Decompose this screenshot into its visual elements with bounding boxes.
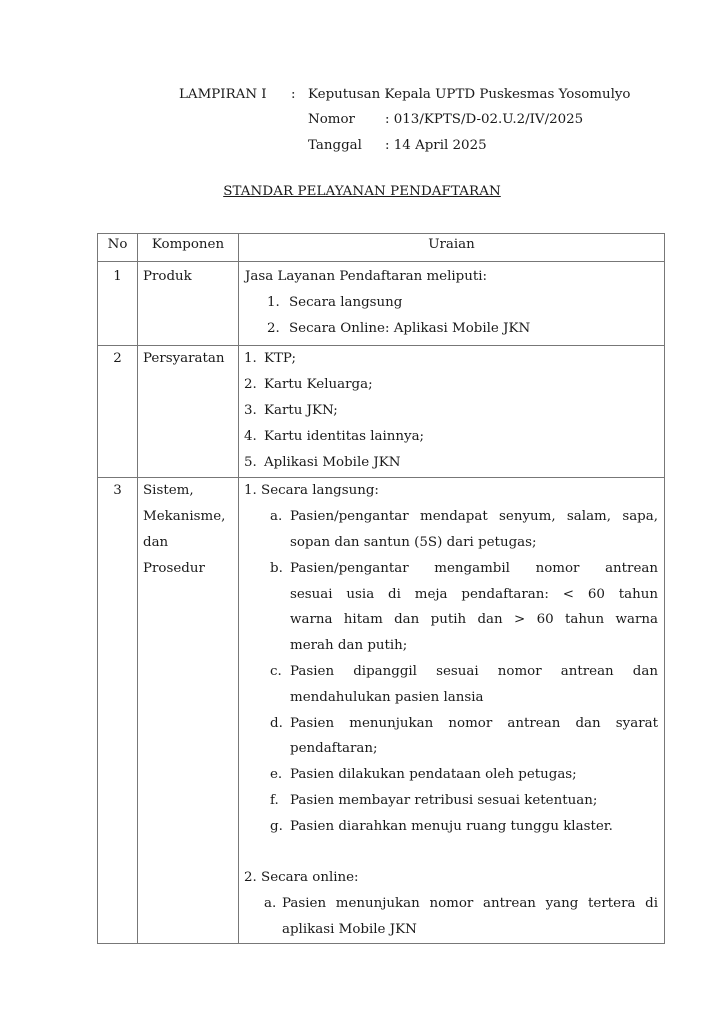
- nomor-label: Nomor: [308, 112, 355, 127]
- list-item: e. Pasien dilakukan pendataan oleh petugas;: [270, 767, 577, 783]
- table-row: [98, 346, 665, 478]
- uraian-cell: [239, 262, 665, 346]
- header-no: No: [98, 234, 138, 262]
- komponen-cell: Produk: [143, 269, 192, 284]
- nomor-value: : 013/KPTS/D-02.U.2/IV/2025: [385, 112, 584, 127]
- decree-title: Keputusan Kepala UPTD Puskesmas Yosomulyo: [308, 87, 631, 102]
- list-item: g. Pasien diarahkan menuju ruang tunggu klaster.: [270, 818, 613, 834]
- spacer: [244, 840, 658, 866]
- section-heading: 2. Secara online:: [244, 870, 359, 886]
- list-item: 1. KTP;: [244, 351, 296, 367]
- table-row: [98, 478, 665, 943]
- list-item: c. Pasien dipanggil sesuai nomor antrean dan mendahulukan pasien lansia: [270, 663, 658, 705]
- lampiran-colon: :: [291, 87, 296, 102]
- uraian-cell: [239, 478, 665, 943]
- row-number: 2: [113, 351, 122, 367]
- service-standard-table: [97, 233, 665, 944]
- list-item: 5. Aplikasi Mobile JKN: [244, 454, 401, 470]
- tanggal-label: Tanggal: [308, 138, 362, 153]
- document-title: STANDAR PELAYANAN PENDAFTARAN: [223, 184, 501, 199]
- lampiran-label: LAMPIRAN I: [179, 87, 267, 102]
- list-item: 4. Kartu identitas lainnya;: [244, 428, 425, 444]
- row-number: 1: [113, 269, 122, 284]
- row-number: 3: [113, 483, 122, 499]
- table-row: [98, 262, 665, 346]
- uraian-intro: Jasa Layanan Pendaftaran meliputi:: [245, 269, 488, 284]
- list-item: a. Pasien/pengantar mendapat senyum, salam, sapa, sopan dan santun (5S) dari petugas;: [270, 509, 658, 550]
- komponen-cell: Persyaratan: [143, 351, 225, 367]
- list-item: f. Pasien membayar retribusi sesuai ketentuan;: [270, 792, 598, 808]
- list-item: b. Pasien/pengantar mengambil nomor antrean sesuai usia di meja pendaftaran: < 60 tahun warna hitam dan putih dan > 60 tahun warna merah dan putih;: [270, 560, 658, 654]
- list-item: 1. Secara langsung: [267, 294, 403, 310]
- komponen-cell: Sistem, Mekanisme, dan Prosedur: [138, 478, 239, 943]
- table-header-row: [98, 234, 665, 262]
- list-item: a. Pasien menunjukan nomor antrean yang tertera di aplikasi Mobile JKN: [264, 896, 658, 937]
- tanggal-value: : 14 April 2025: [385, 138, 487, 153]
- header-uraian: Uraian: [239, 234, 665, 262]
- list-item: 2. Secara Online: Aplikasi Mobile JKN: [267, 320, 531, 336]
- list-item: d. Pasien menunjukan nomor antrean dan syarat pendaftaran;: [270, 715, 658, 757]
- list-item: 2. Kartu Keluarga;: [244, 377, 373, 393]
- list-item: 3. Kartu JKN;: [244, 402, 338, 418]
- header-komponen: Komponen: [138, 234, 239, 262]
- section-heading: 1. Secara langsung:: [244, 483, 379, 499]
- uraian-cell: [239, 346, 665, 478]
